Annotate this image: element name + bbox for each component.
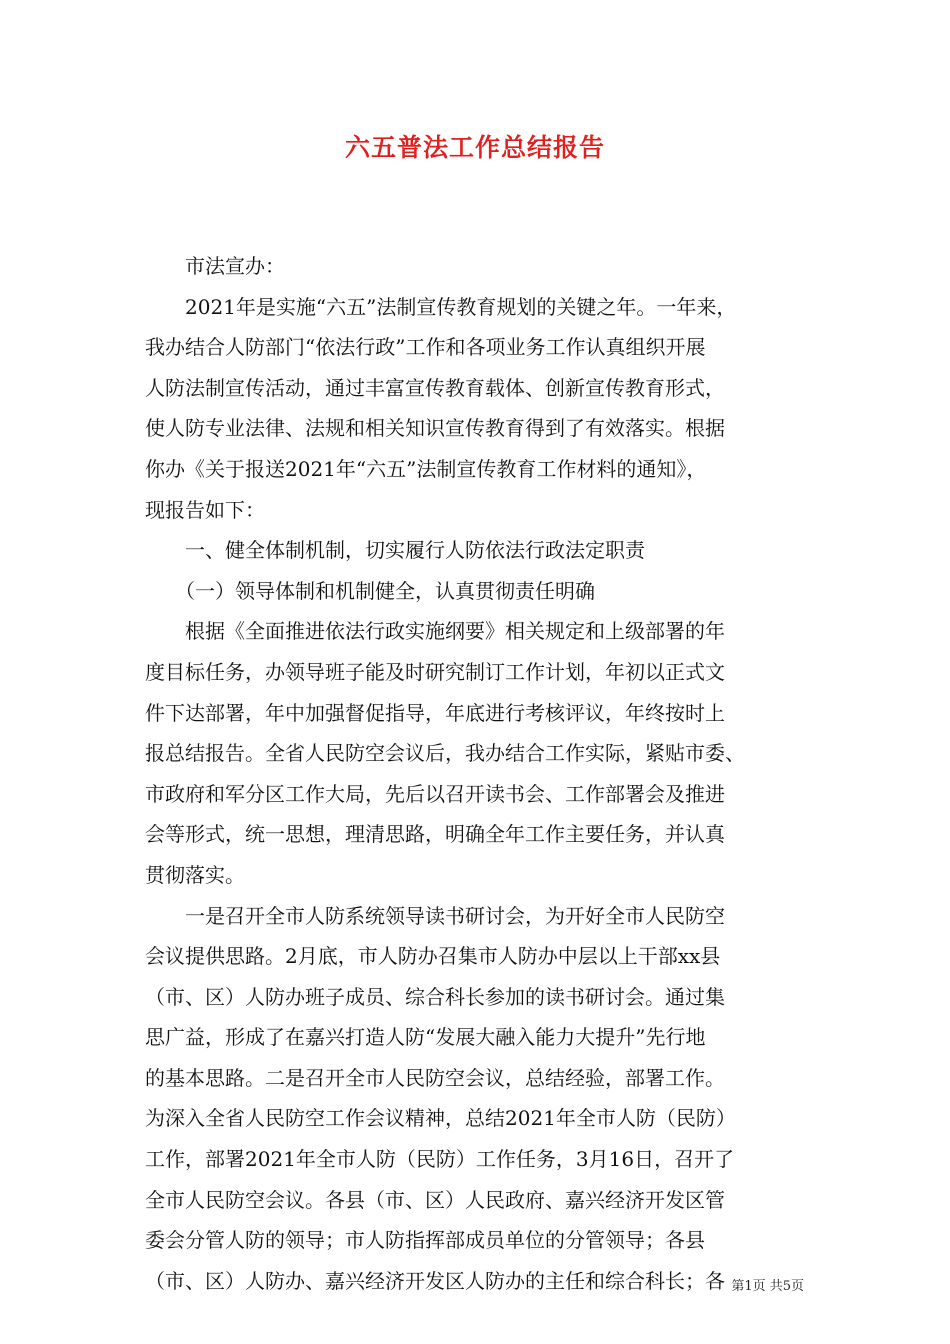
text-line: 人防法制宣传活动，通过丰富宣传教育载体、创新宣传教育形式， [145,375,725,400]
text-line: 市政府和军分区工作大局，先后以召开读书会、工作部署会及推进 [145,781,725,806]
text-line: 的基本思路。二是召开全市人民防空会议，总结经验，部署工作。 [145,1065,725,1090]
text-line: 一、健全体制机制，切实履行人防依法行政法定职责 [145,538,645,563]
text-line: （市、区）人防办班子成员、综合科长参加的读书研讨会。通过集 [145,984,725,1009]
text-line: 度目标任务，办领导班子能及时研究制订工作计划，年初以正式文 [145,659,725,684]
text-line: 你办《关于报送2021年“六五”法制宣传教育工作材料的通知》， [145,456,707,481]
text-line: （市、区）人防办、嘉兴经济开发区人防办的主任和综合科长；各 [145,1268,725,1293]
text-line: 思广益，形成了在嘉兴打造人防“发展大融入能力大提升”先行地 [145,1025,706,1050]
text-line: 全市人民防空会议。各县（市、区）人民政府、嘉兴经济开发区管 [145,1187,725,1212]
text-line: 会等形式，统一思想，理清思路，明确全年工作主要任务，并认真 [145,822,725,847]
text-line: 使人防专业法律、法规和相关知识宣传教育得到了有效落实。根据 [145,416,725,441]
document-body [145,246,807,1301]
document-title: 六五普法工作总结报告 [344,133,605,162]
text-line: 贯彻落实。 [145,862,245,887]
text-line: 工作，部署2021年全市人防（民防）工作任务，3月16日，召开了 [145,1147,735,1172]
text-line: 一是召开全市人防系统领导读书研讨会，为开好全市人民防空 [145,903,725,928]
text-line: 我办结合人防部门“依法行政”工作和各项业务工作认真组织开展 [145,335,706,360]
text-line: 现报告如下： [145,497,265,522]
text-line: 2021年是实施“六五”法制宣传教育规划的关键之年。一年来， [145,294,737,319]
text-line: 件下达部署，年中加强督促指导，年底进行考核评议，年终按时上 [145,700,725,725]
text-line: （一）领导体制和机制健全，认真贯彻责任明确 [145,578,595,603]
text-line: 报总结报告。全省人民防空会议后，我办结合工作实际，紧贴市委、 [145,741,745,766]
text-line: 根据《全面推进依法行政实施纲要》相关规定和上级部署的年 [145,619,725,644]
text-line: 市法宣办： [145,254,285,278]
text-line: 委会分管人防的领导；市人防指挥部成员单位的分管领导；各县 [145,1228,705,1253]
page-number: 第1页 共5页 [731,1279,804,1294]
text-line: 会议提供思路。2月底，市人防办召集市人防办中层以上干部xx县 [145,944,721,969]
text-line: 为深入全省人民防空工作会议精神，总结2021年全市人防（民防） [145,1106,736,1131]
